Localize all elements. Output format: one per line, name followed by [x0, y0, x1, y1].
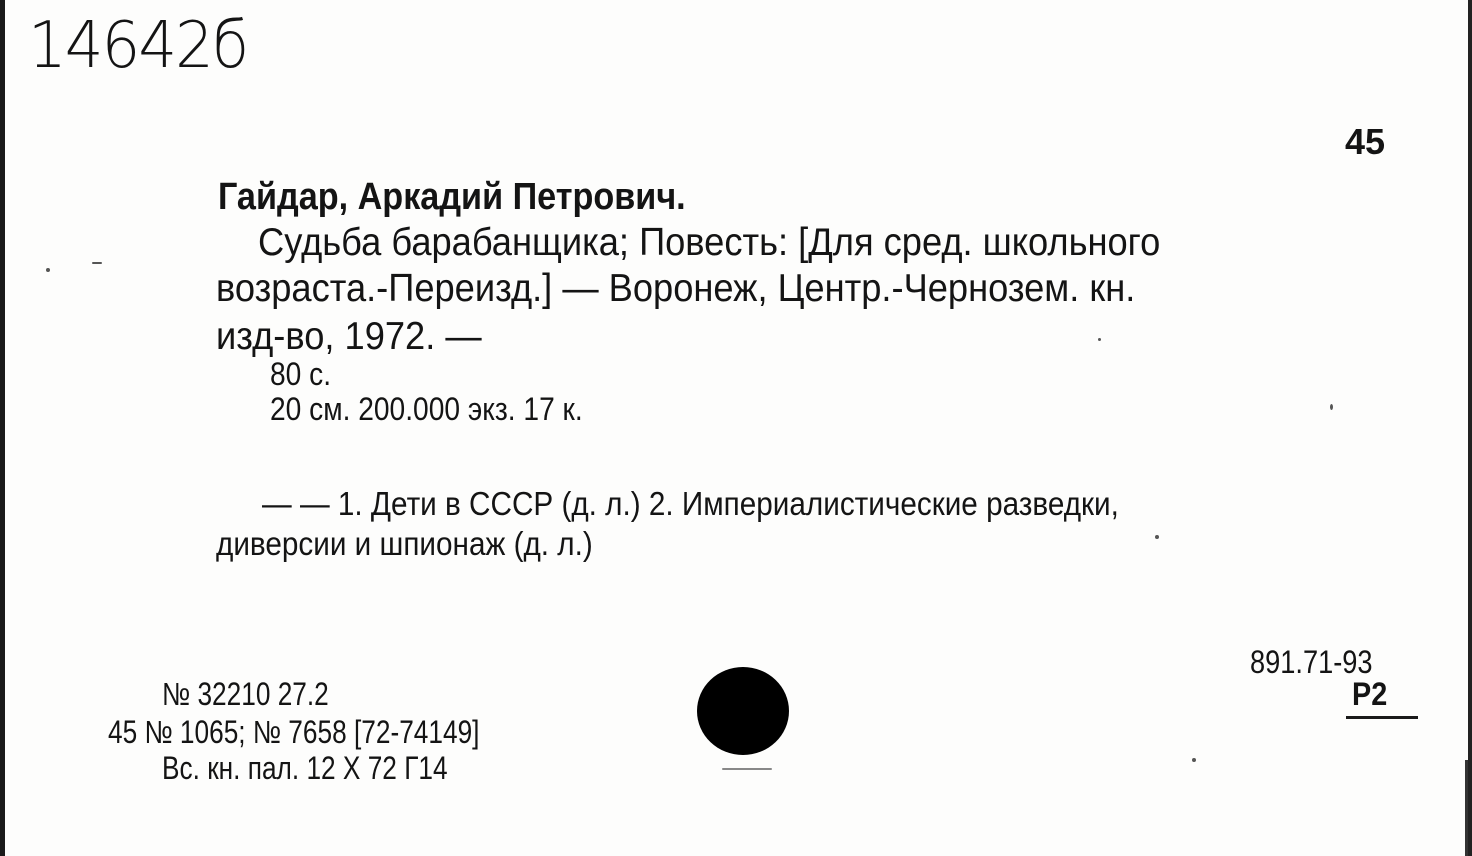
speck [1098, 338, 1101, 341]
author-heading: Гайдар, Аркадий Петрович. [218, 176, 686, 218]
speck [46, 268, 50, 272]
handwritten-number: 14642б [28, 9, 248, 83]
subject-line-2: диверсии и шпионаж (д. л.) [216, 525, 593, 562]
classification-code: 891.71-93 [1250, 644, 1373, 680]
card-left-edge [0, 0, 5, 856]
card-punch-hole [697, 667, 789, 755]
title-line-2: возраста.-Переизд.] — Воронеж, Центр.-Чернозем. кн. [216, 267, 1136, 310]
card-right-edge-mark [1465, 760, 1468, 856]
speck [1155, 535, 1159, 539]
author-mark: Р2 [1352, 676, 1388, 712]
speck [1330, 404, 1333, 410]
registry-line-3: Вс. кн. пал. 12 X 72 Г14 [162, 750, 448, 786]
subject-line-1: — — 1. Дети в СССР (д. л.) 2. Империалистические разведки, [262, 485, 1119, 522]
author-mark-underline [1346, 716, 1418, 719]
card-right-edge [1468, 0, 1472, 856]
class-number: 45 [1345, 121, 1386, 162]
registry-line-1: № 32210 27.2 [162, 676, 329, 712]
registry-line-2: 45 № 1065; № 7658 [72-74149] [108, 714, 480, 750]
title-line-1: Судьба барабанщика; Повесть: [Для сред. школьного [258, 221, 1161, 264]
speck [722, 768, 772, 770]
pages-line: 80 с. [270, 356, 332, 392]
speck [92, 262, 102, 264]
speck [1192, 758, 1196, 762]
size-print-run-price-line: 20 см. 200.000 экз. 17 к. [270, 391, 583, 427]
title-line-3: изд-во, 1972. — [216, 315, 482, 358]
